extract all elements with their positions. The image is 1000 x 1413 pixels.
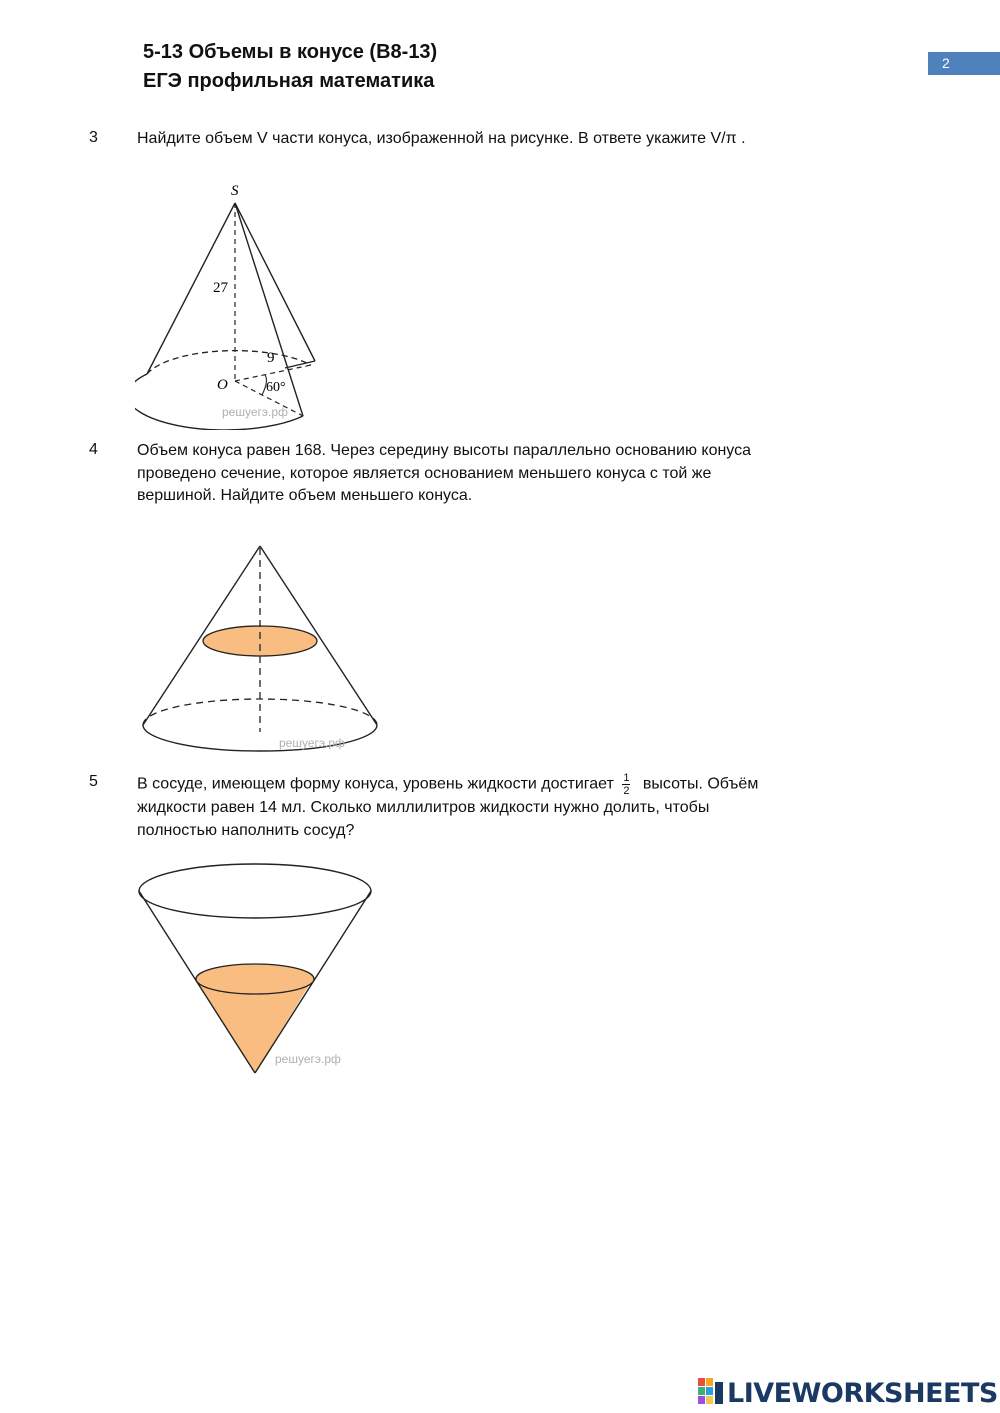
fraction-numerator: 1 [623, 772, 630, 784]
liquid-surface [196, 964, 314, 994]
watermark: решуегэ.рф [222, 405, 288, 419]
fraction-denominator: 2 [623, 785, 630, 797]
task-5-number: 5 [89, 773, 98, 790]
task-5-text [137, 772, 767, 842]
title-line-1: 5-13 Объемы в конусе (В8-13) [143, 41, 438, 63]
center-label: O [217, 377, 228, 393]
task-5-figure [135, 860, 380, 1085]
title-line-2: ЕГЭ профильная математика [143, 70, 435, 92]
watermark: решуегэ.рф [279, 736, 345, 750]
task-3-figure [135, 175, 335, 435]
vessel-rim [139, 864, 371, 918]
liveworksheets-icon [698, 1378, 724, 1408]
height-label: 27 [213, 280, 228, 296]
task-5-text-before: В сосуде, имеющем форму конуса, уровень жидкости достигает [137, 775, 614, 793]
worksheet-title [143, 38, 437, 96]
fraction [622, 772, 630, 797]
task-5-text-after: высоты. Объём жидкости равен 14 мл. Сколько миллилитров жидкости нужно долить, чтобы полностью наполнить сосуд? [137, 775, 759, 839]
apex-label: S [231, 183, 239, 199]
task-4-text: Объем конуса равен 168. Через середину высоты параллельно основанию конуса проведено сечение, которое является основанием меньшего конуса с той же вершиной. Найдите объем меньшего конуса. [137, 442, 752, 504]
task-4-figure [135, 540, 385, 765]
task-3-number: 3 [89, 129, 98, 146]
liveworksheets-logo [698, 1376, 998, 1410]
page-number-badge: 2 [928, 52, 1000, 75]
angle-label: 60° [266, 380, 286, 395]
section-ellipse [203, 626, 317, 656]
watermark: решуегэ.рф [275, 1052, 341, 1066]
radius-label: 9 [267, 350, 275, 366]
liveworksheets-wordmark: LIVEWORKSHEETS [727, 1377, 998, 1409]
task-4-number: 4 [89, 441, 98, 458]
task-3-text: Найдите объем V части конуса, изображенной на рисунке. В ответе укажите V/π . [137, 130, 746, 147]
